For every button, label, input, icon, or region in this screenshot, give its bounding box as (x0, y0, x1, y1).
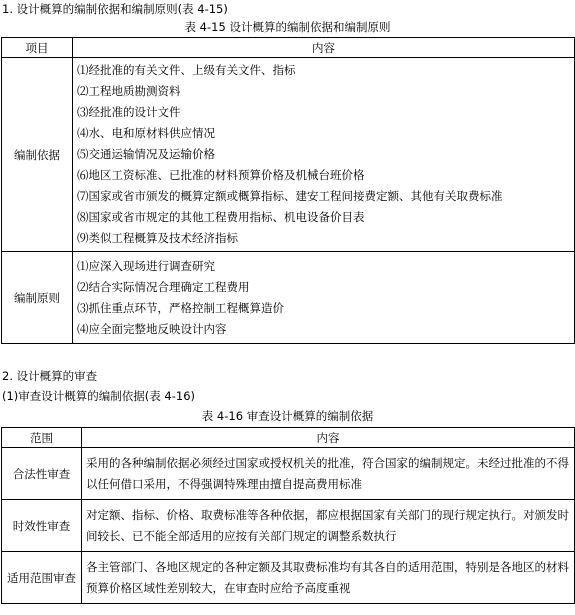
list-item: ⑺国家或省市颁发的概算定额或概算指标、建安工程间接费定额、其他有关取费标准 (77, 189, 503, 203)
row-label-principle: 编制原则 (2, 252, 73, 344)
row-label-basis: 编制依据 (2, 58, 73, 252)
table-4-15 (1, 37, 575, 344)
list-item: ⑵工程地质勘测资料 (77, 84, 181, 98)
list-item: ⑴应深入现场进行调查研究 (77, 258, 215, 273)
table2-header-scope: 范围 (2, 428, 82, 448)
section2-subheading: (1)审查设计概算的编制依据(表 4-16) (2, 389, 196, 403)
principle-list (73, 252, 575, 344)
section1-heading: 1. 设计概算的编制依据和编制原则(表 4-15) (2, 2, 228, 16)
list-item: ⑵结合实际情况合理确定工程费用 (77, 279, 250, 294)
table2-title: 表 4-16 审查设计概算的编制依据 (201, 409, 374, 423)
list-item: ⑻国家或省市规定的其他工程费用指标、机电设备价目表 (77, 210, 365, 224)
list-item: ⑷水、电和原材料供应情况 (77, 126, 215, 140)
list-item: ⑶抓住重点环节，严格控制工程概算造价 (77, 300, 284, 315)
table-row (2, 58, 575, 252)
list-item: ⑴经批准的有关文件、上级有关文件、指标 (77, 63, 296, 77)
table-row (2, 552, 575, 604)
list-item: ⑼类似工程概算及技术经济指标 (77, 231, 238, 245)
table-4-16 (1, 427, 575, 604)
table1-title: 表 4-15 设计概算的编制依据和编制原则 (184, 20, 391, 34)
basis-list (73, 58, 575, 252)
list-item: ⑸交通运输情况及运输价格 (77, 147, 215, 161)
list-item: ⑶经批准的设计文件 (77, 105, 181, 119)
row-text-timeliness: 对定额、指标、价格、取费标准等各种依据，都应根据国家有关部门的现行规定执行。对颁发时间较长、已不能全部适用的应按有关部门规定的调整系数执行 (82, 500, 575, 552)
row-label-timeliness: 时效性审查 (2, 500, 82, 552)
row-label-legality: 合法性审查 (2, 448, 82, 500)
row-text-legality: 采用的各种编制依据必须经过国家或授权机关的批准，符合国家的编制规定。未经过批准的不得以任何借口采用，不得强调特殊理由擅自提高费用标准 (82, 448, 575, 500)
table1-header-content: 内容 (73, 38, 575, 58)
table-row (2, 500, 575, 552)
table-row (2, 252, 575, 344)
table2-header-content: 内容 (82, 428, 575, 448)
table-row (2, 448, 575, 500)
section2-heading: 2. 设计概算的审查 (2, 369, 98, 383)
row-label-scope: 适用范围审查 (2, 552, 82, 604)
table1-header-item: 项目 (2, 38, 73, 58)
row-text-scope: 各主管部门、各地区规定的各种定额及其取费标准均有其各自的适用范围，特别是各地区的材料预算价格区域性差别较大，在审查时应给予高度重视 (82, 552, 575, 604)
list-item: ⑷应全面完整地反映设计内容 (77, 321, 227, 336)
list-item: ⑹地区工资标准、已批准的材料预算价格及机械台班价格 (77, 168, 365, 182)
